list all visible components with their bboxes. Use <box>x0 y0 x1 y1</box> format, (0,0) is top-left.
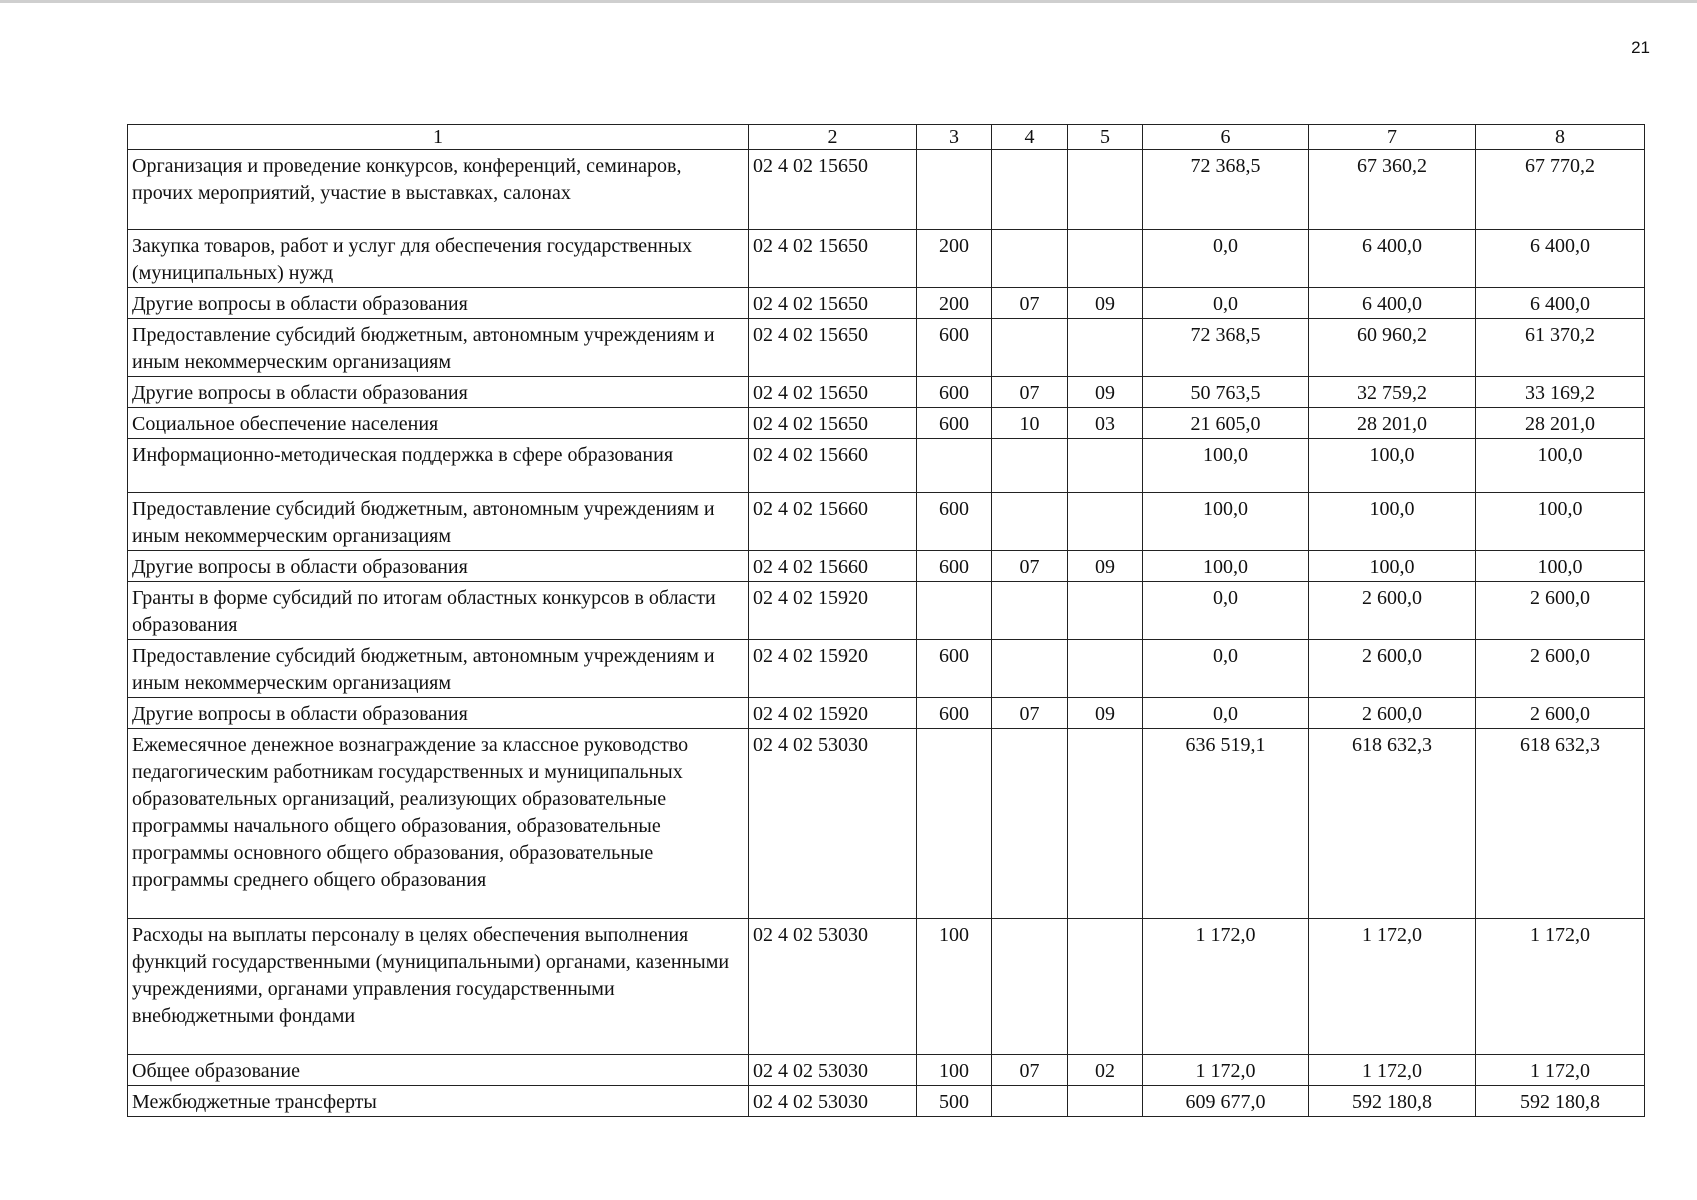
table-row <box>128 919 1645 1055</box>
section-code: 07 <box>992 1055 1068 1086</box>
expense-type-code <box>917 582 992 640</box>
amount-column-8: 592 180,8 <box>1476 1086 1645 1117</box>
table-row <box>128 408 1645 439</box>
subsection-code <box>1068 319 1143 377</box>
amount-column-7: 100,0 <box>1309 493 1476 551</box>
amount-column-8: 33 169,2 <box>1476 377 1645 408</box>
row-description: Другие вопросы в области образования <box>128 698 749 729</box>
section-code <box>992 640 1068 698</box>
target-article-code: 02 4 02 15660 <box>749 439 917 493</box>
row-description: Предоставление субсидий бюджетным, автономным учреждениям и иным некоммерческим организациям <box>128 493 749 551</box>
target-article-code: 02 4 02 15660 <box>749 493 917 551</box>
section-code <box>992 493 1068 551</box>
subsection-code: 02 <box>1068 1055 1143 1086</box>
subsection-code: 09 <box>1068 698 1143 729</box>
row-description: Межбюджетные трансферты <box>128 1086 749 1117</box>
subsection-code: 09 <box>1068 377 1143 408</box>
table-row <box>128 698 1645 729</box>
row-description: Другие вопросы в области образования <box>128 377 749 408</box>
amount-column-7: 2 600,0 <box>1309 640 1476 698</box>
target-article-code: 02 4 02 53030 <box>749 1055 917 1086</box>
amount-column-8: 1 172,0 <box>1476 919 1645 1055</box>
subsection-code <box>1068 493 1143 551</box>
amount-column-6: 0,0 <box>1143 698 1309 729</box>
expense-type-code: 200 <box>917 288 992 319</box>
table-row <box>128 1086 1645 1117</box>
row-description: Общее образование <box>128 1055 749 1086</box>
table-row <box>128 439 1645 493</box>
target-article-code: 02 4 02 15650 <box>749 230 917 288</box>
expense-type-code: 600 <box>917 377 992 408</box>
row-description: Ежемесячное денежное вознаграждение за классное руководство педагогическим работникам государственных и муниципальных образовательных организаций, реализующих образовательные программы начального общего образования, образовательные программы основного общего образования, образовательные программы среднего общего образования <box>128 729 749 919</box>
header-cell: 5 <box>1068 125 1143 150</box>
section-code: 10 <box>992 408 1068 439</box>
header-cell: 3 <box>917 125 992 150</box>
expense-type-code: 200 <box>917 230 992 288</box>
subsection-code: 09 <box>1068 551 1143 582</box>
amount-column-7: 60 960,2 <box>1309 319 1476 377</box>
amount-column-6: 100,0 <box>1143 439 1309 493</box>
section-code: 07 <box>992 551 1068 582</box>
row-description: Гранты в форме субсидий по итогам областных конкурсов в области образования <box>128 582 749 640</box>
row-description: Предоставление субсидий бюджетным, автономным учреждениям и иным некоммерческим организациям <box>128 319 749 377</box>
section-code <box>992 582 1068 640</box>
section-code <box>992 319 1068 377</box>
amount-column-6: 100,0 <box>1143 551 1309 582</box>
header-cell: 6 <box>1143 125 1309 150</box>
target-article-code: 02 4 02 53030 <box>749 729 917 919</box>
amount-column-7: 100,0 <box>1309 551 1476 582</box>
target-article-code: 02 4 02 53030 <box>749 1086 917 1117</box>
amount-column-8: 2 600,0 <box>1476 582 1645 640</box>
amount-column-7: 618 632,3 <box>1309 729 1476 919</box>
target-article-code: 02 4 02 15920 <box>749 640 917 698</box>
amount-column-6: 609 677,0 <box>1143 1086 1309 1117</box>
page-number: 21 <box>1631 38 1650 57</box>
scan-top-edge <box>0 0 1697 3</box>
expense-type-code: 600 <box>917 640 992 698</box>
table-row <box>128 377 1645 408</box>
amount-column-7: 28 201,0 <box>1309 408 1476 439</box>
amount-column-7: 100,0 <box>1309 439 1476 493</box>
amount-column-7: 32 759,2 <box>1309 377 1476 408</box>
section-code <box>992 1086 1068 1117</box>
expense-type-code <box>917 150 992 230</box>
amount-column-7: 6 400,0 <box>1309 288 1476 319</box>
amount-column-6: 0,0 <box>1143 640 1309 698</box>
row-description: Другие вопросы в области образования <box>128 551 749 582</box>
amount-column-6: 1 172,0 <box>1143 1055 1309 1086</box>
header-cell: 8 <box>1476 125 1645 150</box>
amount-column-6: 50 763,5 <box>1143 377 1309 408</box>
subsection-code <box>1068 640 1143 698</box>
row-description: Организация и проведение конкурсов, конференций, семинаров, прочих мероприятий, участие в выставках, салонах <box>128 150 749 230</box>
table-row <box>128 319 1645 377</box>
section-code <box>992 150 1068 230</box>
amount-column-8: 100,0 <box>1476 493 1645 551</box>
subsection-code <box>1068 582 1143 640</box>
expense-type-code: 500 <box>917 1086 992 1117</box>
row-description: Социальное обеспечение населения <box>128 408 749 439</box>
subsection-code <box>1068 150 1143 230</box>
target-article-code: 02 4 02 15650 <box>749 288 917 319</box>
amount-column-7: 2 600,0 <box>1309 698 1476 729</box>
amount-column-8: 61 370,2 <box>1476 319 1645 377</box>
amount-column-7: 1 172,0 <box>1309 1055 1476 1086</box>
amount-column-7: 592 180,8 <box>1309 1086 1476 1117</box>
amount-column-6: 21 605,0 <box>1143 408 1309 439</box>
table-row <box>128 1055 1645 1086</box>
amount-column-8: 1 172,0 <box>1476 1055 1645 1086</box>
budget-table <box>127 124 1645 1117</box>
amount-column-8: 6 400,0 <box>1476 288 1645 319</box>
target-article-code: 02 4 02 15650 <box>749 150 917 230</box>
header-cell: 2 <box>749 125 917 150</box>
header-row <box>128 125 1645 150</box>
table-row <box>128 493 1645 551</box>
amount-column-8: 2 600,0 <box>1476 640 1645 698</box>
target-article-code: 02 4 02 53030 <box>749 919 917 1055</box>
expense-type-code <box>917 729 992 919</box>
row-description: Информационно-методическая поддержка в сфере образования <box>128 439 749 493</box>
table-row <box>128 582 1645 640</box>
section-code <box>992 729 1068 919</box>
section-code: 07 <box>992 698 1068 729</box>
expense-type-code: 600 <box>917 408 992 439</box>
section-code: 07 <box>992 288 1068 319</box>
row-description: Закупка товаров, работ и услуг для обеспечения государственных (муниципальных) нужд <box>128 230 749 288</box>
section-code: 07 <box>992 377 1068 408</box>
amount-column-7: 67 360,2 <box>1309 150 1476 230</box>
target-article-code: 02 4 02 15660 <box>749 551 917 582</box>
expense-type-code: 600 <box>917 551 992 582</box>
amount-column-8: 2 600,0 <box>1476 698 1645 729</box>
subsection-code <box>1068 230 1143 288</box>
subsection-code: 03 <box>1068 408 1143 439</box>
expense-type-code <box>917 439 992 493</box>
table-row <box>128 150 1645 230</box>
section-code <box>992 919 1068 1055</box>
target-article-code: 02 4 02 15650 <box>749 377 917 408</box>
row-description: Расходы на выплаты персоналу в целях обеспечения выполнения функций государственными (муниципальными) органами, казенными учреждениями, органами управления государственными внебюджетными фондами <box>128 919 749 1055</box>
amount-column-8: 618 632,3 <box>1476 729 1645 919</box>
header-cell: 1 <box>128 125 749 150</box>
expense-type-code: 600 <box>917 698 992 729</box>
subsection-code: 09 <box>1068 288 1143 319</box>
amount-column-8: 67 770,2 <box>1476 150 1645 230</box>
amount-column-7: 2 600,0 <box>1309 582 1476 640</box>
amount-column-6: 100,0 <box>1143 493 1309 551</box>
amount-column-6: 0,0 <box>1143 230 1309 288</box>
subsection-code <box>1068 439 1143 493</box>
target-article-code: 02 4 02 15650 <box>749 408 917 439</box>
amount-column-6: 1 172,0 <box>1143 919 1309 1055</box>
table-row <box>128 230 1645 288</box>
amount-column-7: 1 172,0 <box>1309 919 1476 1055</box>
table-row <box>128 288 1645 319</box>
amount-column-8: 100,0 <box>1476 439 1645 493</box>
expense-type-code: 100 <box>917 919 992 1055</box>
target-article-code: 02 4 02 15650 <box>749 319 917 377</box>
subsection-code <box>1068 729 1143 919</box>
expense-type-code: 600 <box>917 319 992 377</box>
amount-column-6: 636 519,1 <box>1143 729 1309 919</box>
amount-column-8: 6 400,0 <box>1476 230 1645 288</box>
section-code <box>992 439 1068 493</box>
amount-column-8: 100,0 <box>1476 551 1645 582</box>
section-code <box>992 230 1068 288</box>
amount-column-6: 0,0 <box>1143 582 1309 640</box>
target-article-code: 02 4 02 15920 <box>749 582 917 640</box>
target-article-code: 02 4 02 15920 <box>749 698 917 729</box>
table-row <box>128 640 1645 698</box>
amount-column-8: 28 201,0 <box>1476 408 1645 439</box>
expense-type-code: 600 <box>917 493 992 551</box>
subsection-code <box>1068 919 1143 1055</box>
header-cell: 4 <box>992 125 1068 150</box>
row-description: Предоставление субсидий бюджетным, автономным учреждениям и иным некоммерческим организациям <box>128 640 749 698</box>
amount-column-7: 6 400,0 <box>1309 230 1476 288</box>
amount-column-6: 72 368,5 <box>1143 319 1309 377</box>
table-row <box>128 729 1645 919</box>
table-row <box>128 551 1645 582</box>
amount-column-6: 0,0 <box>1143 288 1309 319</box>
amount-column-6: 72 368,5 <box>1143 150 1309 230</box>
row-description: Другие вопросы в области образования <box>128 288 749 319</box>
header-cell: 7 <box>1309 125 1476 150</box>
expense-type-code: 100 <box>917 1055 992 1086</box>
subsection-code <box>1068 1086 1143 1117</box>
